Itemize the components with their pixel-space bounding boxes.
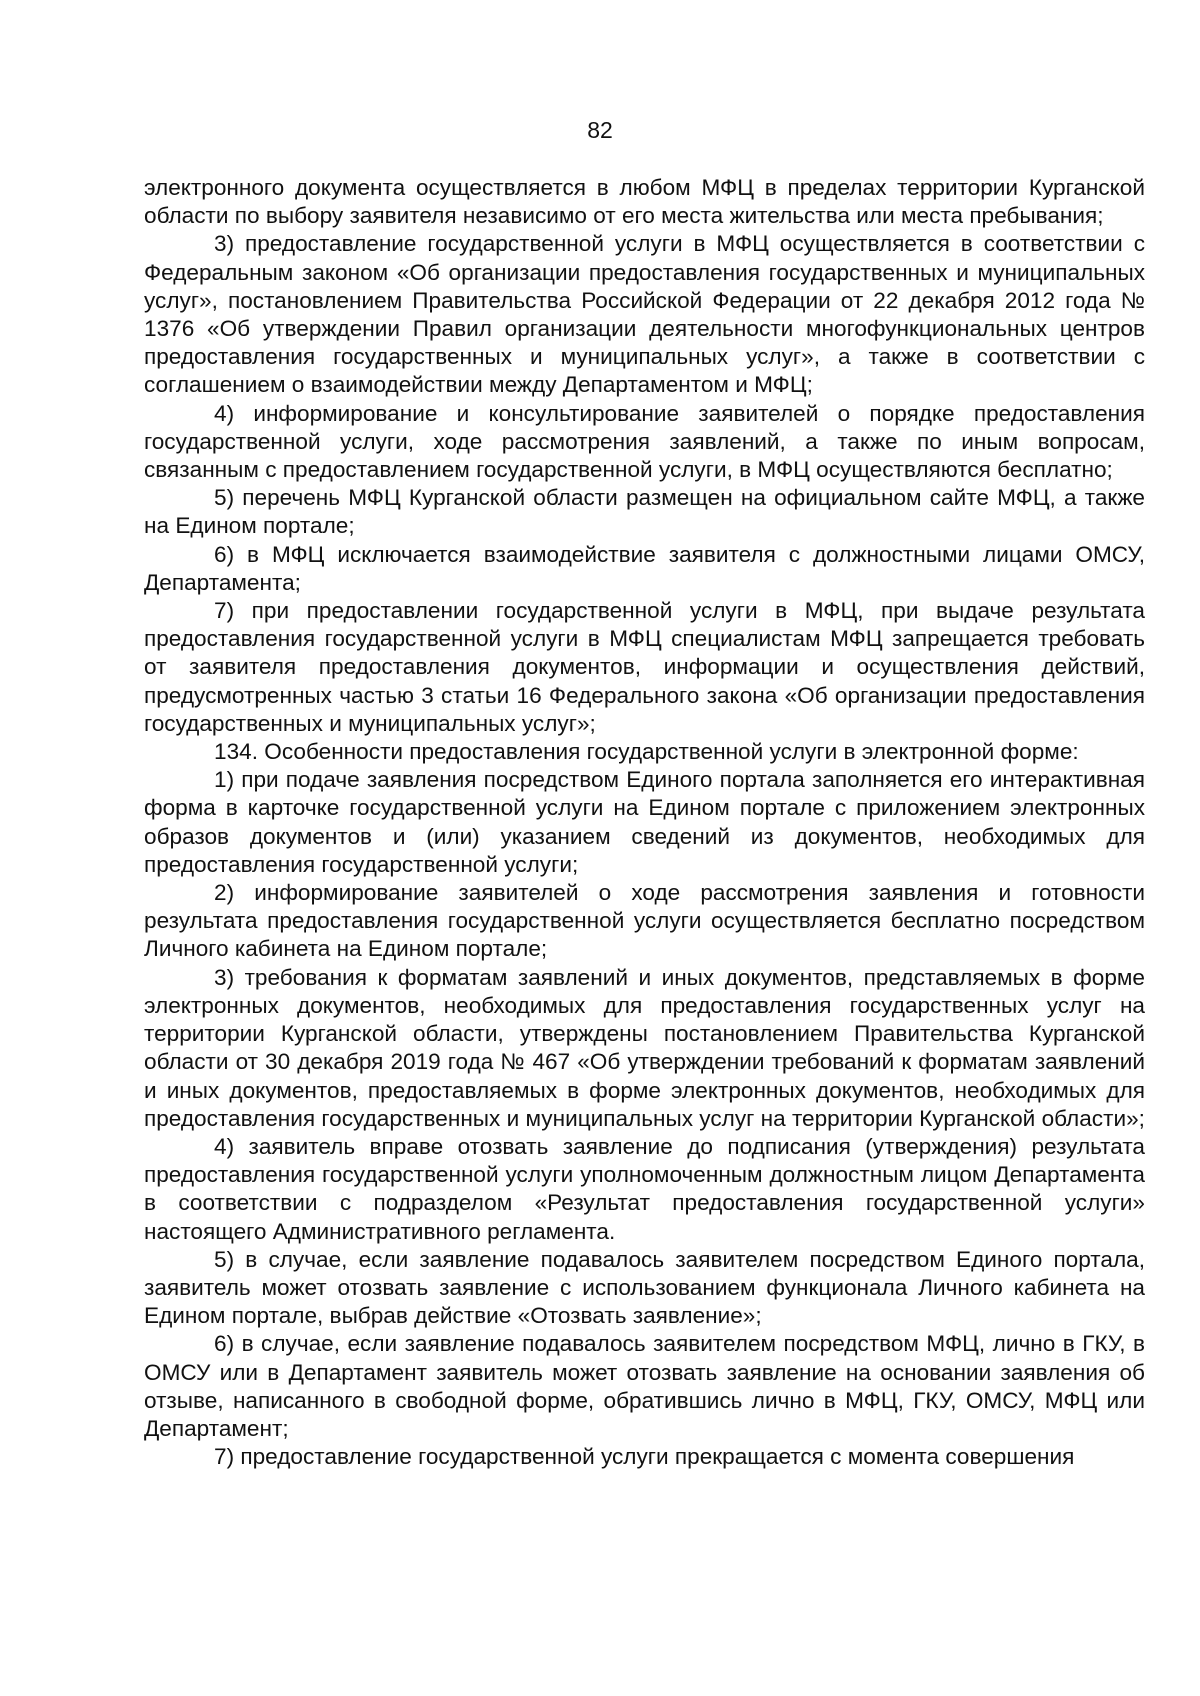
paragraph: 7) предоставление государственной услуги прекращается с момента совершения bbox=[214, 1444, 1075, 1470]
paragraph: 4) информирование и консультирование заявителей о порядке предоставления государственной услуги, ходе рассмотрения заявлений, а также по иным вопросам, связанным с предоставлением государственной услуги, в МФЦ осуществляются бесплатно; bbox=[144, 400, 1145, 483]
paragraph: электронного документа осуществляется в любом МФЦ в пределах территории Курганской области по выбору заявителя независимо от его места жительства или места пребывания; bbox=[144, 175, 1145, 229]
paragraph: 3) предоставление государственной услуги в МФЦ осуществляется в соответствии с Федеральным законом «Об организации предоставления государственных и муниципальных услуг», постановлением Правительства Российской Федерации от 22 декабря 2012 года № 1376 «Об утверждении Правил организации деятельности многофункциональных центров предоставления государственных и муниципальных услуг», а также в соответствии с соглашением о взаимодействии между Департаментом и МФЦ; bbox=[144, 231, 1145, 398]
document-body bbox=[144, 174, 1145, 1471]
paragraph: 2) информирование заявителей о ходе рассмотрения заявления и готовности результата предоставления государственной услуги осуществляется бесплатно посредством Личного кабинета на Едином портале; bbox=[144, 880, 1145, 962]
paragraph: 5) перечень МФЦ Курганской области размещен на официальном сайте МФЦ, а также на Едином портале; bbox=[144, 485, 1145, 539]
page-number: 82 bbox=[587, 117, 613, 143]
paragraph: 4) заявитель вправе отозвать заявление до подписания (утверждения) результата предоставления государственной услуги уполномоченным должностным лицом Департамента в соответствии с подразделом «Результат предоставления государственной услуги» настоящего Административного регламента. bbox=[144, 1133, 1145, 1244]
paragraph: 1) при подаче заявления посредством Единого портала заполняется его интерактивная форма в карточке государственной услуги на Едином портале с приложением электронных образов документов и (или) указанием сведений из документов, необходимых для предоставления государственной услуги; bbox=[144, 767, 1145, 877]
paragraph: 5) в случае, если заявление подавалось заявителем посредством Единого портала, заявитель может отозвать заявление с использованием функционала Личного кабинета на Едином портале, выбрав действие «Отозвать заявление»; bbox=[144, 1246, 1145, 1329]
paragraph: 7) при предоставлении государственной услуги в МФЦ, при выдаче результата предоставления государственной услуги в МФЦ специалистам МФЦ запрещается требовать от заявителя предоставления документов, информации и осуществления действий, предусмотренных частью 3 статьи 16 Федерального закона «Об организации предоставления государственных и муниципальных услуг»; bbox=[144, 598, 1145, 736]
paragraph: 6) в случае, если заявление подавалось заявителем посредством МФЦ, лично в ГКУ, в ОМСУ или в Департамент заявитель может отозвать заявление на основании заявления об отзыве, написанного в свободной форме, обратившись лично в МФЦ, ГКУ, ОМСУ, МФЦ или Департамент; bbox=[144, 1331, 1145, 1441]
section-heading: 134. Особенности предоставления государственной услуги в электронной форме: bbox=[214, 739, 1079, 765]
paragraph: 3) требования к форматам заявлений и иных документов, представляемых в форме электронных документов, необходимых для предоставления государственных услуг на территории Курганской области, утверждены постановлением Правительства Курганской области от 30 декабря 2019 года № 467 «Об утверждении требований к форматам заявлений и иных документов, предоставляемых в форме электронных документов, необходимых для предоставления государственных и муниципальных услуг на территории Курганской области»; bbox=[144, 964, 1145, 1131]
paragraph: 6) в МФЦ исключается взаимодействие заявителя с должностными лицами ОМСУ, Департамента; bbox=[144, 541, 1145, 595]
